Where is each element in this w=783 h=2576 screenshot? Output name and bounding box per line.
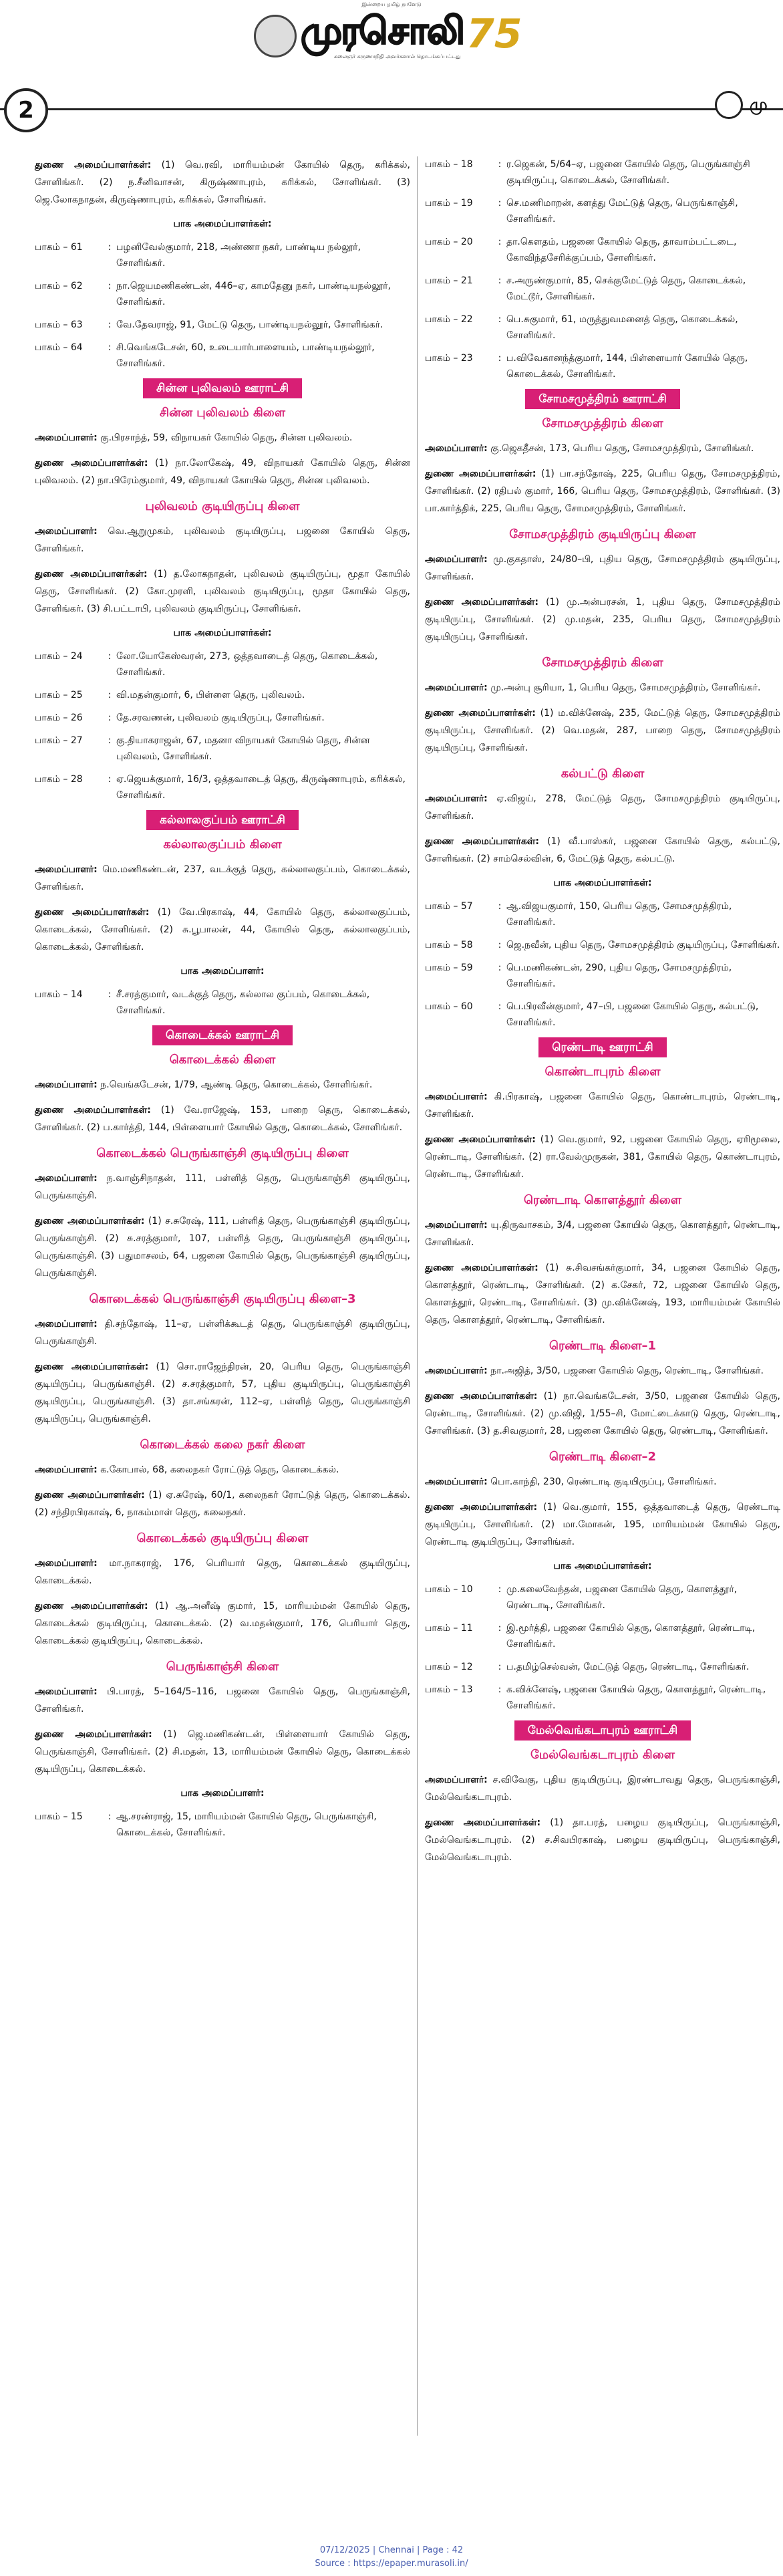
entry-role: அமைப்பாளர்: [425, 443, 488, 454]
booth-row: பாகம் – 59 : பெ.மணிகண்டன், 290, புதிய தெரு, சோமசமுத்திரம், சோளிங்கர். [425, 960, 780, 992]
booth-number: பாகம் – 13 [425, 1684, 473, 1695]
entry-text: கு.பிரசாந்த், 59, விநாயகர் கோயில் தெரு, சின்ன புலிவலம். [97, 432, 353, 443]
entry-role: துணை அமைப்பாளர்கள்: [35, 458, 148, 469]
office-bearer-entry [35, 904, 410, 956]
office-bearer-entry [425, 1216, 780, 1251]
booth-number: பாகம் – 12 [425, 1662, 473, 1672]
column-divider [417, 156, 418, 2436]
office-bearer-entry [35, 1315, 410, 1350]
booth-person: வி.மதன்குமார், 6, பிள்ளை தெரு, புலிவலம். [116, 690, 305, 700]
entry-text: மெ.மணிகண்டன், 237, வடக்குத் தெரு, கல்லாலகுப்பம், கொடைக்கல், சோளிங்கர். [35, 864, 410, 892]
panchayat-heading: மேல்வெங்கடாபுரம் ஊராட்சி [514, 1720, 691, 1741]
office-bearer-entry [425, 440, 780, 457]
booth-person: தே.சரவணன், புலிவலம் குடியிருப்பு, சோளிங்கர். [116, 713, 325, 723]
entry-role: துணை அமைப்பாளர்கள்: [425, 708, 536, 719]
entry-role: துணை அமைப்பாளர்கள்: [35, 569, 148, 579]
booth-person: ப.தமிழ்செல்வன், மேட்டுத் தெரு, ரெண்டாடி, சோளிங்கர். [506, 1662, 750, 1672]
booth-person: மு.கலைவேந்தன், பஜனை கோயில் தெரு, கொளத்தூர், ரெண்டாடி, சோளிங்கர். [506, 1584, 738, 1611]
booth-number: பாகம் – 61 [35, 242, 83, 253]
entry-text: (1) ஜெ.மணிகண்டன், பிள்ளையார் கோயில் தெரு, பெருங்காஞ்சி, சோளிங்கர். (2) சி.மதன், 13, மாரியம்மன் கோயில் தெரு, கொடைக்கல் குடியிருப்பு, கொடைக்கல். [35, 1729, 410, 1775]
office-bearer-entry [35, 1597, 410, 1650]
booth-number: பாகம் – 11 [425, 1623, 473, 1634]
entry-role: துணை அமைப்பாளர்கள்: [35, 907, 150, 918]
booth-row: பாகம் – 62 : நா.ஜெயமணிகண்டன், 446–ஏ, காமதேனு நகர், பாண்டியநல்லூர், சோளிங்கர். [35, 278, 410, 310]
page-footer [0, 2544, 783, 2571]
branch-heading: ரெண்டாடி கிளை–2 [549, 1450, 657, 1464]
booth-row: பாகம் – 10 : மு.கலைவேந்தன், பஜனை கோயில் தெரு, கொளத்தூர், ரெண்டாடி, சோளிங்கர். [425, 1581, 780, 1614]
entry-role: துணை அமைப்பாளர்கள்: [35, 1362, 149, 1372]
entry-role: துணை அமைப்பாளர்கள்: [35, 1216, 145, 1227]
entry-role: அமைப்பாளர்: [425, 1091, 488, 1102]
booth-person: சீ.சரத்குமார், வடக்குத் தெரு, கல்லால குப்பம், கொடைக்கல், சோளிங்கர். [116, 989, 370, 1016]
emblem-icon [254, 15, 297, 57]
booth-row: பாகம் – 11 : இ.மூர்த்தி, பஜனை கோயில் தெரு, கொளத்தூர், ரெண்டாடி, சோளிங்கர். [425, 1620, 780, 1652]
panchayat-heading: கல்லாலகுப்பம் ஊராட்சி [146, 810, 299, 830]
booth-row: பாகம் – 13 : க.விக்னேஷ், பஜனை கோயில் தெரு, கொளத்தூர், ரெண்டாடி, சோளிங்கர். [425, 1682, 780, 1714]
entry-text: பொ.காந்தி, 230, ரெண்டாடி குடியிருப்பு, சோளிங்கர். [487, 1476, 717, 1487]
booth-row: பாகம் – 19 : செ.மணிமாறன், களத்து மேட்டுத் தெரு, பெருங்காஞ்சி, சோளிங்கர். [425, 195, 780, 227]
entry-role: துணை அமைப்பாளர்கள்: [425, 1263, 538, 1273]
office-bearer-entry [35, 1212, 410, 1282]
entry-text: தி.சந்தோஷ், 11–ஏ, பள்ளிக்கூடத் தெரு, பெருங்காஞ்சி குடியிருப்பு, பெருங்காஞ்சி. [35, 1319, 410, 1347]
booth-row: பாகம் – 23 : ப.விவேகானந்த்குமார், 144, பிள்ளையார் கோயில் தெரு, கொடைக்கல், சோளிங்கர். [425, 350, 780, 382]
booth-person: ஏ.ஜெயக்குமார், 16/3, ஒத்தவாடைத் தெரு, கிருஷ்ணாபுரம், கரிக்கல், சோளிங்கர். [116, 774, 406, 801]
entry-text: (1) மு.அன்பரசன், 1, புதிய தெரு, சோமசமுத்திரம் குடியிருப்பு, சோளிங்கர். (2) மு.மதன், 235, பெரிய தெரு, சோமசமுத்திரம் குடியிருப்பு, சோளிங்கர். [425, 597, 781, 642]
booth-row: பாகம் – 58 : ஜெ.நவீன், புதிய தெரு, சோமசமுத்திரம் குடியிருப்பு, சோளிங்கர். [425, 937, 780, 953]
entry-role: துணை அமைப்பாளர்கள்: [35, 1729, 152, 1740]
branch-heading: கொடைக்கல் குடியிருப்பு கிளை [136, 1531, 309, 1545]
entry-text: யு.திருவாசகம், 3/4, பஜனை கோயில் தெரு, கொளத்தூர், ரெண்டாடி, சோளிங்கர். [425, 1220, 780, 1248]
subheading: பாக அமைப்பாளர்கள்: [173, 219, 272, 229]
branch-heading: மேல்வெங்கடாபுரம் கிளை [530, 1748, 675, 1762]
entry-text: (1) பா.சந்தோஷ், 225, பெரிய தெரு, சோமசமுத்திரம், சோளிங்கர். (2) ரதிபல் குமார், 166, பெரிய தெரு, சோமசமுத்திரம், சோளிங்கர். (3) பா.கார்த்திக், 225, பெரிய தெரு, சோமசமுத்திரம், சோளிங்கர். [425, 469, 780, 514]
subheading: பாக அமைப்பாளர்: [180, 1788, 265, 1799]
booth-number: பாகம் – 15 [35, 1811, 83, 1822]
branch-heading: சின்ன புலிவலம் கிளை [160, 406, 285, 420]
booth-person: பெ.சுகுமார், 61, மருத்துவமனைத் தெரு, கொடைக்கல், சோளிங்கர். [506, 314, 738, 341]
booth-row: பாகம் – 25 : வி.மதன்குமார், 6, பிள்ளை தெரு, புலிவலம். [35, 687, 410, 703]
office-bearer-entry [425, 465, 780, 517]
booth-person: ச.அருண்குமார், 85, செக்குமேட்டுத் தெரு, கொடைக்கல், மேட்டூர், சோளிங்கர். [506, 275, 746, 302]
entry-role: துணை அமைப்பாளர்கள்: [425, 1817, 541, 1828]
panchayat-heading: சின்ன புலிவலம் ஊராட்சி [143, 378, 302, 398]
booth-number: பாகம் – 58 [425, 940, 473, 950]
entry-role: துணை அமைப்பாளர்கள்: [425, 836, 540, 847]
office-bearer-entry [425, 594, 780, 646]
office-bearer-entry [35, 1358, 410, 1428]
entry-text: ந.வெங்கடேசன், 1/79, ஆண்டி தெரு, கொடைக்கல், சோளிங்கர். [97, 1079, 373, 1090]
branch-heading: ரெண்டாடி கிளை–1 [549, 1339, 657, 1353]
entry-role: அமைப்பாளர்: [425, 1220, 488, 1231]
branch-heading: புலிவலம் குடியிருப்பு கிளை [145, 499, 300, 513]
booth-person: பெ.மணிகண்டன், 290, புதிய தெரு, சோமசமுத்திரம், சோளிங்கர். [506, 962, 732, 989]
subheading: பாக அமைப்பாளர்கள்: [553, 1561, 652, 1571]
entry-role: அமைப்பாளர்: [35, 1079, 98, 1090]
office-bearer-entry [35, 1683, 410, 1718]
entry-text: ச.விவேகு, புதிய குடியிருப்பு, இரண்டாவது தெரு, பெருங்காஞ்சி, மேல்வெங்கடாபுரம். [425, 1775, 780, 1803]
entry-text: (1) தா.பரத், பழைய குடியிருப்பு, பெருங்காஞ்சி, மேல்வெங்கடாபுரம். (2) ச.சிவபிரகாஷ், பழைய குடியிருப்பு, பெருங்காஞ்சி, மேல்வெங்கடாபுரம். [425, 1817, 780, 1863]
booth-row: பாகம் – 22 : பெ.சுகுமார், 61, மருத்துவமனைத் தெரு, கொடைக்கல், சோளிங்கர். [425, 311, 780, 344]
booth-row: பாகம் – 21 : ச.அருண்குமார், 85, செக்குமேட்டுத் தெரு, கொடைக்கல், மேட்டூர், சோளிங்கர். [425, 273, 780, 305]
entry-text: வெ.ஆறுமுகம், புலிவலம் குடியிருப்பு, பஜனை கோயில் தெரு, சோளிங்கர். [35, 526, 410, 554]
booth-person: தா.கௌதம், பஜனை கோயில் தெரு, தாவாம்பட்டடை, கோவிந்தசேரிக்குப்பம், சோளிங்கர். [506, 237, 737, 263]
entry-role: துணை அமைப்பாளர்கள்: [35, 1490, 145, 1501]
office-bearer-entry [425, 1259, 780, 1329]
entry-text: (1) வே.பிரகாஷ், 44, கோயில் தெரு, கல்லாலகுப்பம், கொடைக்கல், சோளிங்கர். (2) சு.பூபாலன், 44, கோயில் தெரு, கல்லாலகுப்பம், கொடைக்கல், சோளிங்கர். [35, 907, 410, 952]
office-bearer-entry [35, 429, 410, 446]
entry-role: துணை அமைப்பாளர்கள்: [425, 1391, 538, 1402]
booth-person: கு.தியாகராஜன், 67, மதனா விநாயகர் கோயில் தெரு, சின்ன புலிவலம், சோளிங்கர். [116, 735, 370, 762]
office-bearer-entry [425, 679, 780, 696]
branch-heading: கொடைக்கல் பெருங்காஞ்சி குடியிருப்பு கிளை–3 [89, 1292, 356, 1306]
entry-text: மா.நாகராஜ், 176, பெரியார் தெரு, கொடைக்கல் குடியிருப்பு, கொடைக்கல். [35, 1558, 410, 1586]
panchayat-heading: ரெண்டாடி ஊராட்சி [538, 1037, 666, 1057]
entry-text: மு.குகதாஸ், 24/80–பி, புதிய தெரு, சோமசமுத்திரம் குடியிருப்பு, சோளிங்கர். [425, 554, 780, 582]
booth-person: பெ.பிரவீன்குமார், 47–பி, பஜனை கோயில் தெரு, கல்பட்டு, சோளிங்கர். [506, 1001, 759, 1028]
booth-person: பழனிவேல்குமார், 218, அண்ணா நகர், பாண்டிய நல்லூர், சோளிங்கர். [116, 242, 361, 269]
booth-number: பாகம் – 59 [425, 962, 473, 973]
entry-role: துணை அமைப்பாளர்கள்: [35, 1601, 148, 1612]
entry-role: அமைப்பாளர்: [35, 1464, 98, 1475]
booth-number: பாகம் – 60 [425, 1001, 473, 1012]
panchayat-heading: கொடைக்கல் ஊராட்சி [152, 1025, 293, 1045]
branch-heading: சோமசமுத்திரம் கிளை [542, 656, 663, 670]
entry-role: துணை அமைப்பாளர்கள்: [425, 1502, 538, 1513]
booth-number: பாகம் – 24 [35, 651, 83, 662]
entry-role: அமைப்பாளர்: [425, 793, 488, 804]
booth-number: பாகம் – 18 [425, 159, 473, 170]
entry-role: அமைப்பாளர்: [425, 1366, 488, 1376]
office-bearer-entry [35, 1102, 410, 1136]
entry-role: அமைப்பாளர்: [425, 554, 488, 565]
booth-number: பாகம் – 14 [35, 989, 83, 1000]
booth-number: பாகம் – 25 [35, 690, 83, 700]
entry-role: அமைப்பாளர்: [35, 1319, 98, 1329]
booth-person: நா.ஜெயமணிகண்டன், 446–ஏ, காமதேனு நகர், பாண்டியநல்லூர், சோளிங்கர். [116, 281, 391, 307]
booth-number: பாகம் – 19 [425, 198, 473, 209]
entry-role: அமைப்பாளர்: [35, 1686, 98, 1697]
entry-text: (1) ஏ.சுரேஷ், 60/1, கலைநகர் ரோட்டுத் தெரு, கொடைக்கல். (2) சந்திரபிரகாஷ், 6, நாகம்மாள் தெரு, கலைநகர். [35, 1490, 410, 1518]
footer-source-link[interactable]: Source : https://epaper.murasoli.in/ [315, 2559, 468, 2569]
booth-row: பாகம் – 63 : வே.தேவராஜ், 91, மேட்டு தெரு, பாண்டியநல்லூர், சோளிங்கர். [35, 317, 410, 333]
masthead [0, 0, 783, 67]
entry-role: அமைப்பாளர்: [425, 1775, 488, 1785]
entry-text: (1) வே.ராஜேஷ், 153, பாறை தெரு, கொடைக்கல், சோளிங்கர். (2) ப.கார்த்தி, 144, பிள்ளையார் கோயில் தெரு, கொடைக்கல், சோளிங்கர். [35, 1105, 410, 1133]
office-bearer-entry [425, 1771, 780, 1806]
booth-row: பாகம் – 28 : ஏ.ஜெயக்குமார், 16/3, ஒத்தவாடைத் தெரு, கிருஷ்ணாபுரம், கரிக்கல், சோளிங்கர். [35, 771, 410, 803]
booth-number: பாகம் – 63 [35, 319, 83, 330]
booth-number: பாகம் – 28 [35, 774, 83, 785]
booth-number: பாகம் – 23 [425, 353, 473, 364]
entry-role: துணை அமைப்பாளர்கள்: [425, 469, 536, 479]
office-bearer-entry [425, 790, 780, 825]
entry-text: (1) ஆ.அனீஷ் குமார், 15, மாரியம்மன் கோயில் தெரு, கொடைக்கல் குடியிருப்பு, கொடைக்கல். (2) வ.மதன்குமார், 176, பெரியார் தெரு, கொடைக்கல் குடியிருப்பு, கொடைக்கல். [35, 1601, 410, 1646]
booth-person: சி.வெங்கடேசன், 60, உடையார்பாளையம், பாண்டியநல்லூர், சோளிங்கர். [116, 342, 375, 369]
subheading: பாக அமைப்பாளர்கள்: [173, 628, 272, 638]
entry-text: (1) நா.வெங்கடேசன், 3/50, பஜனை கோயில் தெரு, ரெண்டாடி, சோளிங்கர். (2) மு.விஜி, 1/55–சி, மோட்டைக்காடு தெரு, ரெண்டாடி, சோளிங்கர். (3) த.சிவகுமார், 28, பஜனை கோயில் தெரு, ரெண்டாடி, சோளிங்கர். [425, 1391, 780, 1436]
logo-subtitle: கலைஞர் கருணாநிதி அவர்களால் தொடங்கப்பட்டது [334, 53, 461, 59]
anniversary-badge: 75 [466, 11, 522, 57]
booth-person: க.விக்னேஷ், பஜனை கோயில் தெரு, கொளத்தூர், ரெண்டாடி, சோளிங்கர். [506, 1684, 766, 1711]
entry-text: கு.ஜெகதீசன், 173, பெரிய தெரு, சோமசமுத்திரம், சோளிங்கர். [487, 443, 754, 454]
header-rule [0, 108, 783, 110]
office-bearer-entry [35, 1487, 410, 1521]
booth-number: பாகம் – 26 [35, 713, 83, 723]
booth-number: பாகம் – 57 [425, 901, 473, 912]
page-number: 2 [4, 88, 48, 132]
entry-text: (1) நா.லோகேஷ், 49, விநாயகர் கோயில் தெரு, சின்ன புலிவலம். (2) நா.பிரேம்குமார், 49, விநாயகர் கோயில் தெரு, சின்ன புலிவலம். [35, 458, 411, 486]
booth-person: செ.மணிமாறன், களத்து மேட்டுத் தெரு, பெருங்காஞ்சி, சோளிங்கர். [506, 198, 738, 225]
booth-person: ர.ஜெகன், 5/64–ஏ, பஜனை கோயில் தெரு, பெருங்காஞ்சி குடியிருப்பு, கொடைக்கல், சோளிங்கர். [506, 159, 750, 186]
panchayat-heading: சோமசமுத்திரம் ஊராட்சி [525, 389, 680, 409]
office-bearer-entry [35, 156, 410, 209]
office-bearer-entry [35, 1555, 410, 1589]
page-header [0, 82, 783, 139]
office-bearer-entry [35, 1170, 410, 1204]
office-bearer-entry [35, 861, 410, 896]
entry-role: அமைப்பாளர்: [35, 1558, 98, 1569]
booth-number: பாகம் – 21 [425, 275, 473, 286]
office-bearer-entry [35, 1726, 410, 1778]
subheading: பாக அமைப்பாளர்: [180, 966, 265, 977]
office-bearer-entry [425, 1088, 780, 1123]
office-bearer-entry [425, 1814, 780, 1866]
entry-text: (1) ச.சுரேஷ், 111, பள்ளித் தெரு, பெருங்காஞ்சி குடியிருப்பு, பெருங்காஞ்சி. (2) சு.சரத்குமார், 107, பள்ளித் தெரு, பெருங்காஞ்சி குடியிருப்பு, பெருங்காஞ்சி. (3) பதுமாசலம், 64, பஜனை கோயில் தெரு, பெருங்காஞ்சி குடியிருப்பு, பெருங்காஞ்சி. [35, 1216, 410, 1279]
booth-row: பாகம் – 20 : தா.கௌதம், பஜனை கோயில் தெரு, தாவாம்பட்டடை, கோவிந்தசேரிக்குப்பம், சோளிங்கர். [425, 234, 780, 266]
booth-row: பாகம் – 14 : சீ.சரத்குமார், வடக்குத் தெரு, கல்லால குப்பம், கொடைக்கல், சோளிங்கர். [35, 987, 410, 1019]
elephant-icon [715, 91, 743, 119]
office-bearer-entry [35, 1461, 410, 1478]
entry-text: கி.பிரகாஷ், பஜனை கோயில் தெரு, கொண்டாபுரம், ரெண்டாடி, சோளிங்கர். [425, 1091, 780, 1120]
booth-row: பாகம் – 24 : லோ.யோகேஸ்வரன், 273, ஒத்தவாடைத் தெரு, கொடைக்கல், சோளிங்கர். [35, 648, 410, 680]
booth-row: பாகம் – 26 : தே.சரவணன், புலிவலம் குடியிருப்பு, சோளிங்கர். [35, 710, 410, 726]
entry-text: (1) வெ.குமார், 92, பஜனை கோயில் தெரு, ஏரிமூலை, ரெண்டாடி, சோளிங்கர். (2) ரா.வேல்முருகன், 381, கோயில் தெரு, கொண்டாபுரம், ரெண்டாடி, சோளிங்கர். [425, 1134, 780, 1180]
booth-row: பாகம் – 64 : சி.வெங்கடேசன், 60, உடையார்பாளையம், பாண்டியநல்லூர், சோளிங்கர். [35, 340, 410, 372]
office-bearer-entry [35, 1076, 410, 1093]
booth-number: பாகம் – 22 [425, 314, 473, 325]
entry-text: (1) வெ.குமார், 155, ஒத்தவாடைத் தெரு, ரெண்டாடி குடியிருப்பு, சோளிங்கர். (2) மா.மோகன், 195, மாரியம்மன் கோயில் தெரு, ரெண்டாடி குடியிருப்பு, சோளிங்கர். [425, 1502, 781, 1547]
booth-row: பாகம் – 27 : கு.தியாகராஜன், 67, மதனா விநாயகர் கோயில் தெரு, சின்ன புலிவலம், சோளிங்கர். [35, 733, 410, 765]
office-bearer-entry [425, 833, 780, 868]
booth-person: இ.மூர்த்தி, பஜனை கோயில் தெரு, கொளத்தூர், ரெண்டாடி, சோளிங்கர். [506, 1623, 756, 1650]
header-section-glyph: மு [750, 95, 768, 114]
booth-number: பாகம் – 64 [35, 342, 83, 353]
logo-text: முரசொலி [301, 9, 464, 53]
booth-person: ஆ.விஜயகுமார், 150, பெரிய தெரு, சோமசமுத்திரம், சோளிங்கர். [506, 901, 732, 928]
office-bearer-entry [35, 523, 410, 557]
office-bearer-entry [425, 1131, 780, 1183]
entry-text: க.கோபால், 68, கலைநகர் ரோட்டுத் தெரு, கொடைக்கல். [97, 1464, 339, 1475]
entry-role: துணை அமைப்பாளர்கள்: [425, 1134, 536, 1145]
branch-heading: ரெண்டாடி கொளத்தூர் கிளை [523, 1193, 682, 1207]
office-bearer-entry [425, 704, 780, 757]
entry-role: அமைப்பாளர்: [35, 1173, 98, 1184]
booth-row: பாகம் – 57 : ஆ.விஜயகுமார், 150, பெரிய தெரு, சோமசமுத்திரம், சோளிங்கர். [425, 898, 780, 930]
office-bearer-entry [425, 1388, 780, 1440]
branch-heading: கல்லாலகுப்பம் கிளை [163, 838, 282, 852]
footer-edition-info: 07/12/2025 | Chennai | Page : 42 [319, 2545, 464, 2555]
entry-text: பி.பாரத், 5–164/5–116, பஜனை கோயில் தெரு, பெருங்காஞ்சி, சோளிங்கர். [35, 1686, 410, 1714]
booth-person: ப.விவேகானந்த்குமார், 144, பிள்ளையார் கோயில் தெரு, கொடைக்கல், சோளிங்கர். [506, 353, 748, 380]
booth-row: பாகம் – 15 : ஆ.சரண்ராஜ், 15, மாரியம்மன் கோயில் தெரு, பெருங்காஞ்சி, கொடைக்கல், சோளிங்கர். [35, 1809, 410, 1841]
entry-text: (1) சொ.ராஜேந்திரன், 20, பெரிய தெரு, பெருங்காஞ்சி குடியிருப்பு, பெருங்காஞ்சி. (2) ச.சரத்குமார், 57, புதிய குடியிருப்பு, பெருங்காஞ்சி குடியிருப்பு, பெருங்காஞ்சி. (3) தா.சங்கரன், 112–ஏ, பள்ளித் தெரு, பெருங்காஞ்சி குடியிருப்பு, பெருங்காஞ்சி. [35, 1362, 410, 1424]
office-bearer-entry [35, 455, 410, 489]
entry-text: ஏ.விஜய், 278, மேட்டுத் தெரு, சோமசமுத்திரம் குடியிருப்பு, சோளிங்கர். [425, 793, 780, 821]
branch-heading: சோமசமுத்திரம் கிளை [542, 416, 663, 430]
left-column [35, 156, 410, 1847]
entry-text: மு.அன்பு சூரியா, 1, பெரிய தெரு, சோமசமுத்திரம், சோளிங்கர். [487, 682, 761, 693]
branch-heading: பெருங்காஞ்சி கிளை [166, 1660, 279, 1674]
booth-number: பாகம் – 10 [425, 1584, 473, 1595]
entry-text: ந.வாஞ்சிநாதன், 111, பள்ளித் தெரு, பெருங்காஞ்சி குடியிருப்பு, பெருங்காஞ்சி. [35, 1173, 410, 1201]
entry-text: (1) சு.சிவசங்கர்குமார், 34, பஜனை கோயில் தெரு, கொளத்தூர், ரெண்டாடி, சோளிங்கர். (2) க.சேகர், 72, பஜனை கோயில் தெரு, கொளத்தூர், ரெண்டாடி, சோளிங்கர். (3) மு.விக்னேஷ், 193, மாரியம்மன் கோயில் தெரு, கொளத்தூர், ரெண்டாடி, சோளிங்கர். [425, 1263, 780, 1325]
booth-number: பாகம் – 27 [35, 735, 83, 746]
entry-text: (1) த.லோகநாதன், புலிவலம் குடியிருப்பு, மூதா கோயில் தெரு, சோளிங்கர். (2) கோ.முரளி, புலிவலம் குடியிருப்பு, மூதா கோயில் தெரு, சோளிங்கர். (3) சி.பட்டாபி, புலிவலம் குடியிருப்பு, சோளிங்கர். [35, 569, 411, 614]
booth-person: வே.தேவராஜ், 91, மேட்டு தெரு, பாண்டியநல்லூர், சோளிங்கர். [116, 319, 383, 330]
branch-heading: சோமசமுத்திரம் குடியிருப்பு கிளை [509, 527, 696, 541]
entry-role: அமைப்பாளர்: [35, 526, 98, 537]
entry-role: துணை அமைப்பாளர்கள்: [425, 597, 539, 608]
branch-heading: கொடைக்கல் கலை நகர் கிளை [140, 1438, 305, 1452]
entry-text: (1) ம.விக்னேஷ், 235, மேட்டுத் தெரு, சோமசமுத்திரம் குடியிருப்பு, சோளிங்கர். (2) வெ.மதன், 287, பாறை தெரு, சோமசமுத்திரம் குடியிருப்பு, சோளிங்கர். [425, 708, 781, 753]
right-column [425, 156, 780, 1874]
booth-person: ஆ.சரண்ராஜ், 15, மாரியம்மன் கோயில் தெரு, பெருங்காஞ்சி, கொடைக்கல், சோளிங்கர். [116, 1811, 377, 1838]
office-bearer-entry [425, 1499, 780, 1551]
booth-row: பாகம் – 60 : பெ.பிரவீன்குமார், 47–பி, பஜனை கோயில் தெரு, கல்பட்டு, சோளிங்கர். [425, 999, 780, 1031]
subheading: பாக அமைப்பாளர்கள்: [553, 878, 652, 888]
entry-text: (1) வெ.ரவி, மாரியம்மன் கோயில் தெரு, கரிக்கல், சோளிங்கர். (2) ந.சீனிவாசன், கிருஷ்ணாபுரம், கரிக்கல், சோளிங்கர். (3) ஜெ.லோகநாதன், கிருஷ்ணாபுரம், கரிக்கல், சோளிங்கர். [35, 160, 410, 205]
entry-role: அமைப்பாளர்: [35, 864, 98, 875]
branch-heading: கொடைக்கல் கிளை [169, 1053, 276, 1067]
entry-role: அமைப்பாளர்: [425, 1476, 488, 1487]
booth-row: பாகம் – 61 : பழனிவேல்குமார், 218, அண்ணா நகர், பாண்டிய நல்லூர், சோளிங்கர். [35, 239, 410, 271]
office-bearer-entry [425, 1362, 780, 1380]
office-bearer-entry [425, 551, 780, 586]
entry-role: துணை அமைப்பாளர்கள்: [35, 1105, 151, 1116]
entry-role: துணை அமைப்பாளர்கள்: [35, 160, 152, 170]
office-bearer-entry [35, 565, 410, 618]
newspaper-logo[interactable] [254, 9, 529, 64]
entry-role: அமைப்பாளர்: [425, 682, 488, 693]
entry-text: (1) வீ.பாஸ்கர், பஜனை கோயில் தெரு, கல்பட்டு, சோளிங்கர். (2) சாம்செல்வின், 6, மேட்டுத் தெரு, கல்பட்டு. [425, 836, 780, 864]
booth-person: ஜெ.நவீன், புதிய தெரு, சோமசமுத்திரம் குடியிருப்பு, சோளிங்கர். [506, 940, 780, 950]
branch-heading: கல்பட்டு கிளை [561, 767, 645, 781]
office-bearer-entry [425, 1473, 780, 1491]
booth-row: பாகம் – 18 : ர.ஜெகன், 5/64–ஏ, பஜனை கோயில் தெரு, பெருங்காஞ்சி குடியிருப்பு, கொடைக்கல், சோளிங்கர். [425, 156, 780, 188]
entry-text: நா.அஜித், 3/50, பஜனை கோயில் தெரு, ரெண்டாடி, சோளிங்கர். [487, 1366, 764, 1376]
booth-number: பாகம் – 20 [425, 237, 473, 247]
booth-number: பாகம் – 62 [35, 281, 83, 291]
masthead-tagline: இன்றைய தமிழ் நாளேடு [361, 1, 422, 7]
booth-person: லோ.யோகேஸ்வரன், 273, ஒத்தவாடைத் தெரு, கொடைக்கல், சோளிங்கர். [116, 651, 378, 678]
branch-heading: கொடைக்கல் பெருங்காஞ்சி குடியிருப்பு கிளை [96, 1146, 349, 1160]
booth-row: பாகம் – 12 : ப.தமிழ்செல்வன், மேட்டுத் தெரு, ரெண்டாடி, சோளிங்கர். [425, 1659, 780, 1675]
entry-role: அமைப்பாளர்: [35, 432, 98, 443]
branch-heading: கொண்டாபுரம் கிளை [544, 1065, 661, 1079]
